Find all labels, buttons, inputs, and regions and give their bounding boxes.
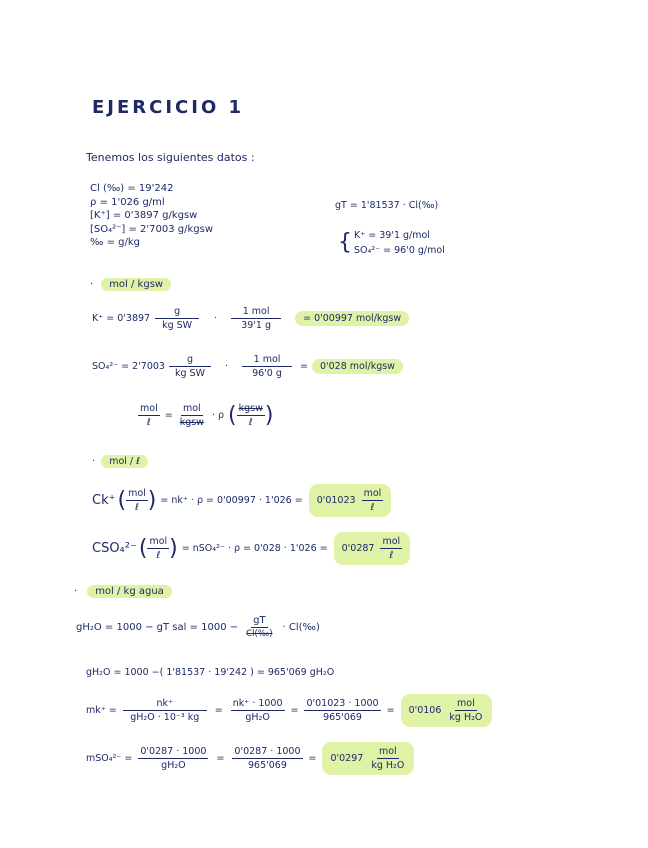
eq-fraction: $\frac{gT}{Cl(‰)}$ (246, 615, 273, 639)
eq-fraction: $\frac{\text{kgsw}}{\text{ℓ}}$ (238, 403, 263, 428)
eq-fraction: $\frac{0'0287 \cdot 1000}{965'069}$ (234, 746, 301, 771)
molar-mass-line: K⁺ = 39'1 g/mol (354, 230, 430, 241)
data-line: ‰ = g/kg (90, 237, 141, 248)
eq-fraction: $\frac{0'0287 \cdot 1000}{\text{gH₂O}}$ (140, 746, 207, 771)
eq-fraction: $\frac{\text{mol}}{\text{kgsw}}$ (179, 403, 204, 428)
eq-conversion: $\frac{\text{mol}}{\text{ℓ}}$ = $\frac{\text{mol}}{\text{kgsw}}$ · ρ ( $\frac{\text{kgsw}}{\text{ℓ}}$ ) (140, 402, 274, 428)
section-mol-kg-agua (74, 585, 172, 598)
eq-fraction: $\frac{\text{1 mol}}{39'1 g}$ (231, 306, 281, 331)
bullet-icon: · (90, 279, 94, 290)
eq-k-kgsw: K⁺ = 0'3897 $\frac{g}{\text{kg SW}}$ · $\frac{\text{1 mol}}{39'1 g}$ = 0'00997 mol/kgsw (92, 306, 409, 331)
section-label: mol / ℓ (101, 455, 148, 468)
bullet-icon: · (92, 456, 96, 467)
data-line: Cl (‰) = 19'242 (90, 183, 174, 194)
result-highlight: 0'0297 $\frac{\text{mol}}{\text{kg H₂O}}$ (322, 742, 414, 775)
eq-gh2o: gH₂O = 1000 − gT sal = 1000 − $\frac{gT}{Cl(‰)}$ · Cl(‰) (76, 615, 320, 639)
molar-mass-line: SO₄²⁻ = 96'0 g/mol (354, 245, 445, 256)
eq-lhs: K⁺ = 0'3897 (92, 313, 151, 324)
eq-fraction: $\frac{\text{mol}}{\text{ℓ}}$ (140, 403, 158, 428)
result-highlight: 0'01023 $\frac{\text{mol}}{\text{ℓ}}$ (309, 484, 392, 517)
molar-masses (338, 228, 445, 258)
eq-fraction: $\frac{nk^+}{\text{gH₂O · 10⁻³ kg}}$ (123, 698, 207, 723)
eq-fraction: $\frac{nk^+ \cdot 1000}{\text{gH₂O}}$ (232, 698, 283, 723)
eq-fraction: $\frac{\text{mol}}{\text{ℓ}}$ (149, 536, 168, 561)
page-title: EJERCICIO 1 (92, 97, 245, 118)
result-highlight: 0'0287 $\frac{\text{mol}}{\text{ℓ}}$ (334, 532, 411, 565)
eq-cso4: CSO₄²⁻ ( $\frac{\text{mol}}{\text{ℓ}}$ ) = nSO₄²⁻ · ρ = 0'028 · 1'026 = 0'0287 $\frac{\text{mol}}{\text{ℓ}}$ (92, 532, 410, 565)
eq-mso4: mSO₄²⁻ = $\frac{0'0287 \cdot 1000}{\text{gH₂O}}$ = $\frac{0'0287 \cdot 1000}{965'069}$ = 0'0297 $\frac{\text{mol}}{\text{kg H₂O}}$ (86, 742, 414, 775)
data-list (90, 182, 213, 250)
eq-so4-kgsw: SO₄²⁻ = 2'7003 $\frac{g}{\text{kg SW}}$ · $\frac{\text{1 mol}}{96'0 g}$ = 0'028 mol/kgsw (92, 354, 403, 379)
brace-glyph: { (338, 230, 352, 255)
section-mol-kgsw (90, 278, 171, 291)
result-highlight: = 0'00997 mol/kgsw (295, 311, 409, 326)
eq-mk: mk⁺ = $\frac{nk^+}{\text{gH₂O · 10⁻³ kg}}$ = $\frac{nk^+ \cdot 1000}{\text{gH₂O}}$ = $\frac{0'01023 \cdot 1000}{965'069}$ = 0'0106 $\frac{\text{mol}}{\text{kg H₂O}}$ (86, 694, 492, 727)
eq-ck: Ck⁺ ( $\frac{\text{mol}}{\text{ℓ}}$ ) = nk⁺ · ρ = 0'00997 · 1'026 = 0'01023 $\frac{\text{mol}}{\text{ℓ}}$ (92, 484, 391, 517)
intro-text: Tenemos los siguientes datos : (86, 151, 255, 164)
data-line: [K⁺] = 0'3897 g/kgsw (90, 210, 198, 221)
section-label: mol / kg agua (87, 585, 172, 598)
eq-fraction: $\frac{g}{\text{kg SW}}$ (169, 354, 211, 379)
eq-fraction: $\frac{0'01023 \cdot 1000}{965'069}$ (306, 698, 379, 723)
result-highlight: 0'028 mol/kgsw (312, 359, 403, 374)
data-line: [SO₄²⁻] = 2'7003 g/kgsw (90, 223, 214, 235)
eq-lhs: SO₄²⁻ = 2'7003 (92, 361, 165, 372)
data-line: ρ = 1'026 g/ml (90, 196, 165, 208)
eq-fraction: $\frac{g}{\text{kg SW}}$ (154, 306, 200, 331)
section-label: mol / kgsw (101, 278, 171, 291)
result-highlight: 0'0106 $\frac{\text{mol}}{\text{kg H₂O}}$ (401, 694, 493, 727)
gt-formula: gT = 1'81537 · Cl(‰) (335, 200, 439, 211)
eq-fraction: $\frac{\text{mol}}{\text{ℓ}}$ (128, 488, 146, 513)
bullet-icon: · (74, 586, 78, 597)
eq-fraction: $\frac{\text{1 mol}}{96'0 g}$ (242, 354, 292, 379)
eq-gh2o-value: gH₂O = 1000 −( 1'81537 · 19'242 ) = 965'069 gH₂O (86, 667, 335, 678)
section-mol-l (92, 455, 148, 468)
